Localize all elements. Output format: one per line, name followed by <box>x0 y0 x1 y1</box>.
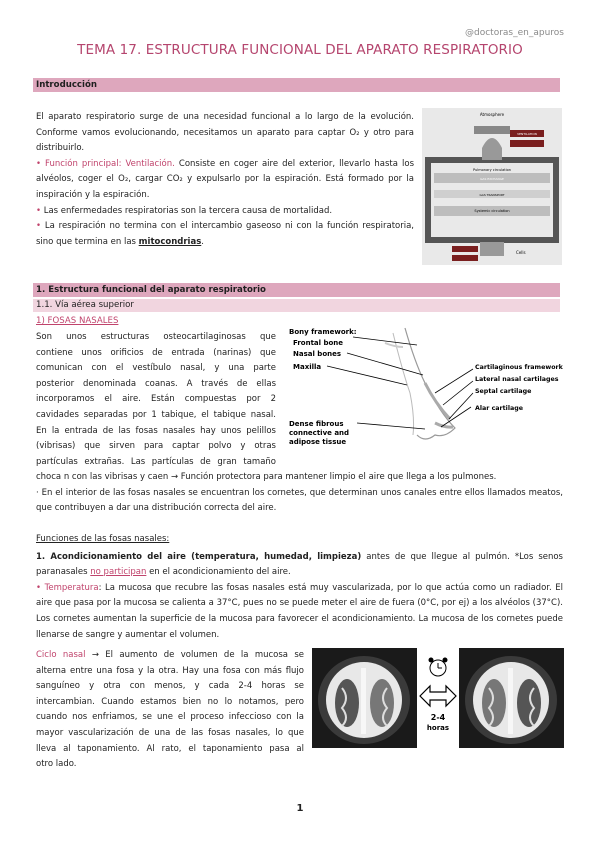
hours-range: 2-4 <box>430 713 446 722</box>
ciclo-line: mayor vascularización de una de las fosas nasales, lo que <box>36 727 304 738</box>
fosas-nasales-heading: 1) FOSAS NASALES <box>36 316 119 326</box>
mortality-text: Las enfermedades respiratorias son la tercera causa de mortalidad. <box>43 205 333 216</box>
funciones-heading: Funciones de las fosas nasales: <box>36 534 170 544</box>
section1-heading: 1. Estructura funcional del aparato respiratorio <box>33 283 560 297</box>
nasal-line: Son unos estructuras osteocartilaginosas que <box>36 332 276 342</box>
ciclo-nasal-block <box>36 648 304 773</box>
cells-label: Cells <box>516 250 526 255</box>
maxilla-label: Maxilla <box>293 363 322 371</box>
intro-paragraph: El aparato respiratorio surge de una necesidad funcional a lo largo de la evolución. Conforme vamos evolucionando, necesitamos un aparato para captar O₂ y otro para distribuirlo. <box>36 112 414 154</box>
intro-bullet-ventilation <box>36 157 414 204</box>
acondicionamiento-body: antes de que llegue al pulmón. *Los senos paranasales <box>36 551 563 578</box>
temperatura-text <box>36 581 563 643</box>
systemic-circulation-label: Systemic circulation <box>474 209 510 213</box>
ventilation-text: Consiste en coger aire del exterior, llevarlo hasta los alvéolos, coger el O₂, cargar CO₂ y expulsarlo por la espiración. Está formado por la inspiración y la espiración. <box>36 158 414 200</box>
nasal-line: partículas extrañas. Las partículas de gran tamaño <box>36 456 276 467</box>
nasal-bones-label: Nasal bones <box>293 350 342 358</box>
nasal-text <box>36 330 276 470</box>
hours-label: horas <box>426 724 450 732</box>
respiration-diagram <box>422 108 562 265</box>
dense-tissue-label: connective and <box>289 429 350 437</box>
gas-exchange-label: GAS EXCHANGE <box>480 177 504 181</box>
ct-scan-left <box>312 648 417 748</box>
ciclo-line: cuando nos enfriamos, se une el proceso infeccioso con la <box>36 712 304 723</box>
ciclo-line: intercambian. Cuando estamos bien no lo notamos, pero <box>36 696 304 707</box>
temperatura-label: • Temperatura <box>36 582 99 593</box>
pulmonary-circulation-label: Pulmonary circulation <box>473 168 511 172</box>
alarm-clock-icon <box>429 658 448 677</box>
intro-bullet-mitochondria <box>36 219 414 250</box>
protective-function-text: choca n con las vibrisas y caen → Función protectora para mantener limpio el aire que llega a los pulmones. <box>36 472 497 482</box>
nose-anatomy-figure <box>285 323 565 457</box>
nasal-line: contiene unos orificios de entrada (narinas) que <box>36 347 276 358</box>
nasal-cycle-figure <box>312 648 564 748</box>
ciclo-nasal-label: Ciclo nasal <box>36 650 86 660</box>
bony-framework-label: Bony framework: <box>289 328 357 336</box>
nasal-line: (vibrisas) que sirven para captar polvo y otras <box>36 441 276 452</box>
intro-text <box>36 110 414 250</box>
bullet-marker: • <box>36 221 45 232</box>
septal-cartilage-label: Septal cartilage <box>475 388 532 395</box>
intro-heading: Introducción <box>33 78 560 92</box>
nasal-continuation <box>36 470 563 517</box>
frontal-bone-label: Frontal bone <box>293 339 344 347</box>
ct-scan-right <box>459 648 564 748</box>
mitochondria-keyword: mitocondrias <box>138 236 202 247</box>
ventilation-label: • Función principal: Ventilación. <box>36 158 175 169</box>
nasal-line: En la entrada de las fosas nasales hay unos pelillos <box>36 425 276 436</box>
intro-bullet-mortality <box>36 204 414 220</box>
ciclo-line-text: → El aumento de volumen de la mucosa se <box>85 650 304 660</box>
cornetes-text: · En el interior de las fosas nasales se encuentran los cornetes, que determinan unos canales entre ellos llamados meatos, que contribuyen a dar una distribución correcta del aire. <box>36 487 563 514</box>
lateral-cartilage-label: Lateral nasal cartilages <box>475 376 559 383</box>
dense-tissue-label: adipose tissue <box>289 438 347 446</box>
funciones-block <box>36 532 563 643</box>
atmosphere-label: Atmosphere <box>479 112 505 117</box>
alar-cartilage-label: Alar cartilage <box>475 405 524 412</box>
page-number: 1 <box>296 803 304 814</box>
page-title: TEMA 17. ESTRUCTURA FUNCIONAL DEL APARATO RESPIRATORIO <box>77 42 523 58</box>
cartilaginous-label: Cartilaginous framework <box>475 364 563 371</box>
nasal-line: comunican con el vestíbulo nasal, y una parte <box>36 363 276 374</box>
nasal-line: posterior denominada coanas. A través de ellas <box>36 378 276 389</box>
temperatura-body: : La mucosa que recubre las fosas nasales está muy vascularizada, por lo que actúa como un radiador. El aire que pasa por la mucosa se calienta a 37°C, pues no se puede meter el aire de fuera (0°C, por ej) a los alvéolos (37°C). Los cornetes aumentan la superficie de la mucosa para favorecer el acondicionamiento. La mucosa de los cornetes puede llenarse de sangre y aumentar el volumen. <box>36 582 563 640</box>
no-participan: no participan <box>90 567 147 578</box>
ciclo-line <box>36 648 304 664</box>
ciclo-line: alterna entre una fosa y la otra. Hay una fosa con más flujo <box>36 665 304 676</box>
gas-transport-label: GAS TRANSPORT <box>479 193 505 197</box>
double-arrow-icon <box>420 686 456 706</box>
ciclo-line: lleva al taponamiento. Al rato, el taponamiento pasa al <box>36 743 304 754</box>
watermark: @doctoras_en_apuros <box>465 28 564 38</box>
period: . <box>201 236 204 247</box>
ventilation-label: VENTILATION <box>517 132 537 136</box>
section1-subheading: 1.1. Vía aérea superior <box>33 299 560 312</box>
acondicionamiento-end: en el acondicionamiento del aire. <box>146 567 291 578</box>
dense-tissue-label: Dense fibrous <box>289 420 344 428</box>
acondicionamiento-text <box>36 550 563 581</box>
nasal-line: incorporamos el aire. Están compuestas por 2 <box>36 394 276 405</box>
bullet-marker: • <box>36 205 44 216</box>
ciclo-line: sanguíneo y otra con menos, y cada 2-4 horas se <box>36 681 304 692</box>
ciclo-line: otro lado. <box>36 759 77 770</box>
nasal-line: cavidades separadas por 1 tabique, el tabique nasal. <box>36 409 276 420</box>
mitochondria-text: La respiración no termina con el intercambio gaseoso ni con la función respiratoria, sino que termina en las <box>36 221 415 247</box>
acondicionamiento-title: 1. Acondicionamiento del aire (temperatura, humedad, limpieza) <box>36 551 362 562</box>
